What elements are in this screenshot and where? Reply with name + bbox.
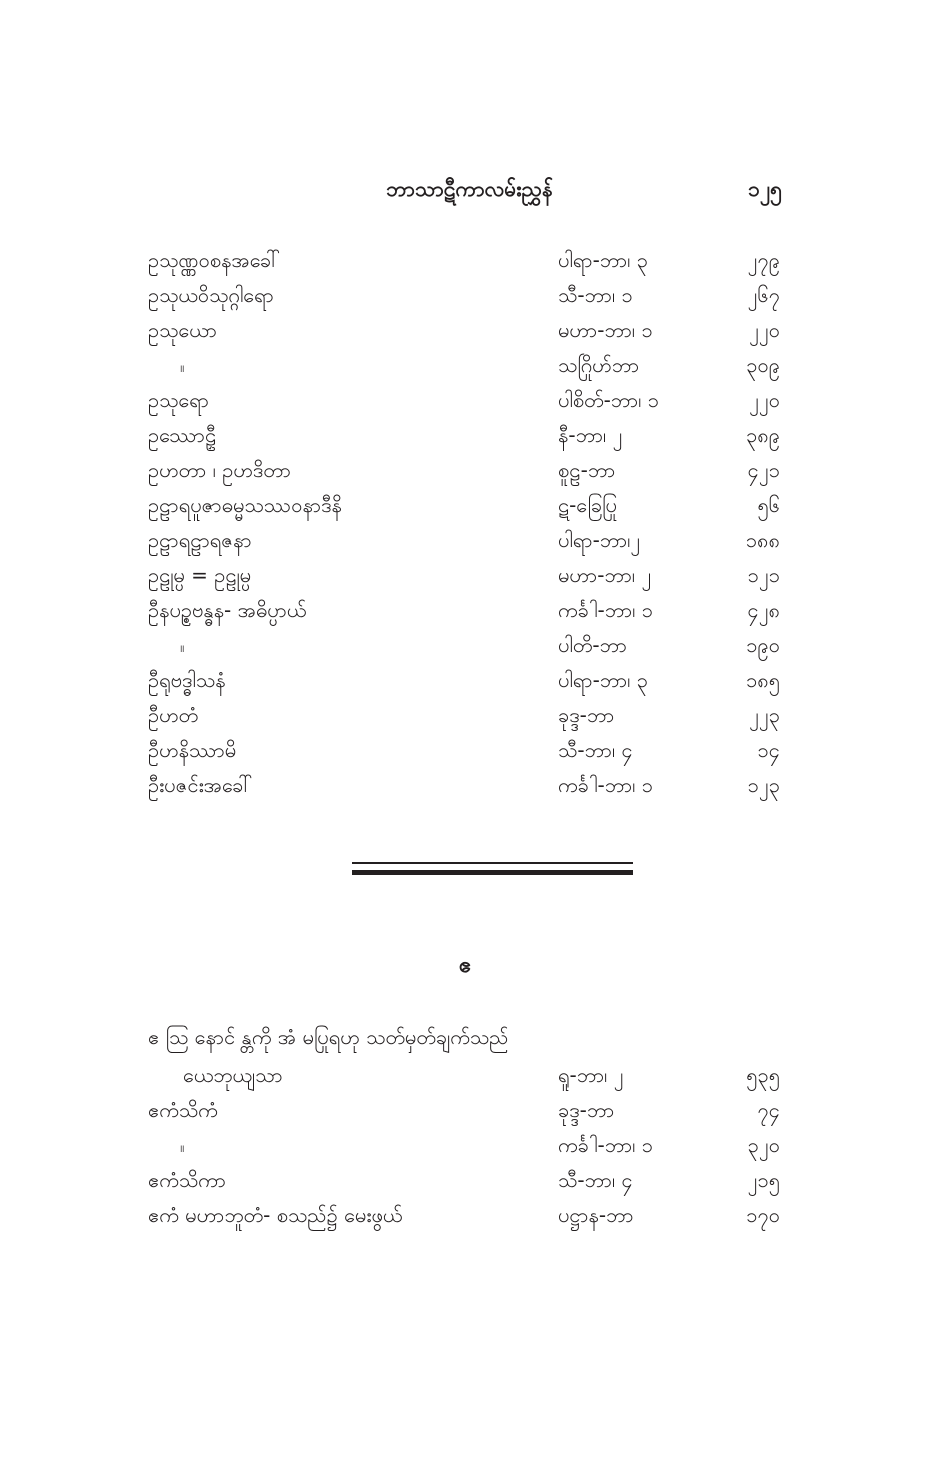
entry-term: ဦရုဗဒ္ဓါသနံ [148, 668, 226, 692]
entry-page-number: ၅၆ [757, 493, 780, 517]
entry-source: ခုဒ္ဒ-ဘာ [558, 703, 615, 727]
entry-page-number: ၃၈၉ [746, 423, 780, 447]
index-entry [0, 387, 945, 421]
divider-thick-rule [352, 870, 633, 875]
entry-page-number: ၂၇၉ [747, 248, 780, 272]
entry-term: ဥဠာရပူဇာဓမ္မသဿဝနာဒီနိ [148, 493, 342, 517]
entry-source: သီ-ဘာ၊ ၄ [558, 738, 633, 762]
divider-thin-rule [352, 862, 633, 864]
index-entry [0, 317, 945, 351]
entry-page-number: ၄၂၈ [747, 598, 780, 622]
entry-page-number: ၁၂၃ [747, 773, 780, 797]
index-entry [0, 597, 945, 631]
entry-page-number: ၃၂၀ [747, 1133, 780, 1157]
index-entry [0, 1202, 945, 1236]
section-note: ဧ ဩ နောင် န္တကို အံ မပြုရဟု သတ်မှတ်ချက်သည် [148, 1025, 509, 1049]
entry-page-number: ၁၄ [757, 738, 780, 762]
entry-page-number: ၂၁၅ [747, 1168, 780, 1192]
index-entry [0, 457, 945, 491]
entry-term: ဧကံသိကံ [148, 1098, 218, 1122]
entry-term: ဦဟနိဿာမိ [148, 738, 237, 762]
entry-page-number: ၅၃၅ [746, 1063, 780, 1087]
entry-term: ဥဿောဠှီ [148, 423, 217, 447]
entry-source: ကင်္ခါ-ဘာ၊ ၁ [558, 598, 654, 622]
entry-page-number: ၁၈၈ [745, 528, 780, 552]
ditto-mark: ။ [180, 1140, 185, 1156]
index-entry [0, 247, 945, 281]
entry-term: ဦနပဥ္စဗန္ဓန- အဓိပ္ပာယ် [148, 598, 307, 622]
entry-term: ဥသုဏ္ဏဝစနအခေါ် [148, 248, 281, 272]
index-entry [0, 352, 945, 386]
entry-source: ဋ-ခြေပြု [558, 493, 617, 517]
entry-source: မဟာ-ဘာ၊ ၁ [558, 318, 653, 342]
entry-page-number: ၁၈၅ [746, 668, 780, 692]
index-entry [0, 562, 945, 596]
index-entry [0, 1062, 945, 1096]
entry-term: ဥသုယော [148, 318, 217, 342]
entry-source: ပါရာ-ဘာ၊ ၃ [558, 668, 649, 692]
index-entry [0, 282, 945, 316]
entry-page-number: ၁၂၁ [747, 563, 780, 587]
index-entry [0, 632, 945, 666]
index-entry [0, 737, 945, 771]
entry-source: ပါစိတ်-ဘာ၊ ၁ [558, 388, 660, 412]
entry-term: ဥသုရော [148, 388, 209, 412]
index-entry [0, 702, 945, 736]
entry-term: ဥဠုမ္ပ = ဥဠုမ္ပ [148, 563, 252, 587]
entry-page-number: ၃၀၉ [746, 353, 780, 377]
ditto-mark: ။ [180, 640, 185, 656]
entry-term: ယေဘုယျသာ [183, 1063, 283, 1087]
entry-page-number: ၇၄ [757, 1098, 780, 1122]
entry-page-number: ၂၂၀ [749, 388, 780, 412]
entry-source: ကင်္ခါ-ဘာ၊ ၁ [558, 1133, 654, 1157]
entry-source: ပဋ္ဌာန-ဘာ [558, 1203, 634, 1227]
entry-page-number: ၂၂၃ [749, 703, 780, 727]
entry-page-number: ၁၇၀ [746, 1203, 780, 1227]
entry-page-number: ၁၉၀ [746, 633, 780, 657]
entry-source: သီ-ဘာ၊ ၁ [558, 283, 633, 307]
entry-term: ဥဟတာ ၊ ဥဟဒိတာ [148, 458, 292, 482]
index-entry [0, 422, 945, 456]
index-entry [0, 527, 945, 561]
entry-page-number: ၂၂၀ [749, 318, 780, 342]
entry-term: ဥသုယဝိသုဂ္ဂါရော [148, 283, 274, 307]
section-letter-e: ဧ [459, 953, 472, 978]
index-entry [0, 1097, 945, 1131]
entry-source: မဟာ-ဘာ၊ ၂ [558, 563, 652, 587]
entry-term: ဧကံသိကာ [148, 1168, 226, 1192]
entry-term: ဥဠာရဠာရဇနာ [148, 528, 252, 552]
page-number: ၁၂၅ [748, 177, 782, 201]
ditto-mark: ။ [180, 360, 185, 376]
entry-term: ဦဟတံ [148, 703, 199, 727]
entry-page-number: ၂၆၇ [747, 283, 780, 307]
entry-source: ပါရာ-ဘာ၊၂ [558, 528, 641, 552]
index-entry [0, 1132, 945, 1166]
index-entry [0, 1167, 945, 1201]
entry-source: နီ-ဘာ၊ ၂ [558, 423, 623, 447]
entry-source: ကင်္ခါ-ဘာ၊ ၁ [558, 773, 654, 797]
entry-source: ရူ-ဘာ၊ ၂ [558, 1063, 624, 1087]
entry-term: ဦးပဇင်းအခေါ် [148, 773, 253, 797]
entry-term: ဧကံ မဟာဘူတံ- စသည်၌ မေးဖွယ် [148, 1203, 403, 1227]
index-entry [0, 772, 945, 806]
entry-page-number: ၄၂၁ [747, 458, 780, 482]
entry-source: စူဠ-ဘာ [558, 458, 616, 482]
entry-source: သဂြိုဟ်ဘာ [558, 353, 640, 377]
entry-source: ပါတိ-ဘာ [558, 633, 628, 657]
entry-source: သီ-ဘာ၊ ၄ [558, 1168, 633, 1192]
index-entry [0, 667, 945, 701]
header-title: ဘာသာဋီကာလမ်းညွှန် [386, 177, 553, 201]
entry-source: ပါရာ-ဘာ၊ ၃ [558, 248, 649, 272]
index-entry [0, 492, 945, 526]
entry-source: ခုဒ္ဒ-ဘာ [558, 1098, 615, 1122]
